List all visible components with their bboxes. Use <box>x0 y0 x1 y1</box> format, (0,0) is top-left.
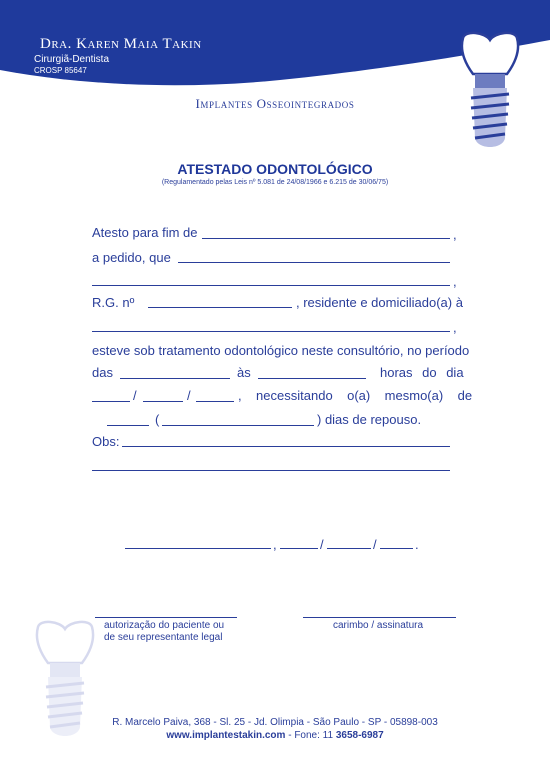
end-time-field[interactable] <box>258 378 366 379</box>
specialty-heading: Implantes Osseointegrados <box>195 96 355 111</box>
stamp-signature-line[interactable] <box>303 617 456 618</box>
horas-do-dia-label: horas do dia <box>380 365 464 380</box>
document-subtitle: (Regulamentado pelas Leis nº 5.081 de 24/08/1966 e 6.215 de 30/06/75) <box>161 179 389 186</box>
as-label: às <box>237 365 251 380</box>
stamp-signature-label: carimbo / assinatura <box>333 620 424 631</box>
comma-text: , <box>273 537 277 552</box>
doctor-crosp: CROSP 85647 <box>34 66 87 75</box>
period-text: . <box>415 537 419 552</box>
comma-text: , <box>453 320 457 335</box>
day-field[interactable] <box>92 401 130 402</box>
doctor-role: Cirurgiã-Dentista <box>34 54 110 65</box>
footer-website-link[interactable]: www.implantestakin.com <box>166 730 286 741</box>
doctor-name: Dra. Karen Maia Takin <box>40 36 202 52</box>
purpose-field[interactable] <box>202 238 450 239</box>
rest-days-number-field[interactable] <box>107 425 149 426</box>
pedido-label: a pedido, que <box>92 250 171 265</box>
month-field[interactable] <box>143 401 183 402</box>
footer-address: R. Marcelo Paiva, 368 - Sl. 25 - Jd. Olimpia - São Paulo - SP - 05898-003 <box>112 717 438 728</box>
patient-authorization-label: autorização do paciente ou <box>104 620 225 631</box>
obs-label: Obs: <box>92 434 120 449</box>
date-year-field[interactable] <box>380 548 413 549</box>
observations-field[interactable] <box>122 446 450 447</box>
city-field[interactable] <box>125 548 271 549</box>
address-field[interactable] <box>92 331 450 332</box>
patient-name-field[interactable] <box>178 262 450 263</box>
observations-continuation-field[interactable] <box>92 470 450 471</box>
comma-text: , <box>453 227 457 242</box>
patient-name-continuation-field[interactable] <box>92 285 450 286</box>
date-day-field[interactable] <box>280 548 318 549</box>
slash-text: / <box>133 388 137 403</box>
slash-text: / <box>320 537 324 552</box>
open-paren-text: ( <box>155 412 160 427</box>
rg-field[interactable] <box>148 307 292 308</box>
implant-logo-icon <box>455 28 525 158</box>
footer-contact <box>0 730 550 741</box>
rest-days-written-field[interactable] <box>162 425 314 426</box>
footer-phone-number: 3658-6987 <box>335 730 384 741</box>
comma-text: , <box>453 274 457 289</box>
das-label: das <box>92 365 113 380</box>
patient-representative-label: de seu representante legal <box>104 632 223 643</box>
patient-signature-line[interactable] <box>95 617 237 618</box>
slash-text: / <box>187 388 191 403</box>
year-field[interactable] <box>196 401 234 402</box>
rg-label: R.G. nº <box>92 295 135 310</box>
date-month-field[interactable] <box>327 548 371 549</box>
necessitando-text: , necessitando o(a) mesmo(a) de <box>238 388 473 403</box>
start-time-field[interactable] <box>120 378 230 379</box>
footer-phone-label: - Fone: 11 <box>288 730 334 741</box>
document-title: ATESTADO ODONTOLÓGICO <box>177 161 373 177</box>
residente-label: , residente e domiciliado(a) à <box>296 295 463 310</box>
slash-text: / <box>373 537 377 552</box>
dias-de-repouso-label: ) dias de repouso. <box>317 412 422 427</box>
atesto-label: Atesto para fim de <box>92 225 198 240</box>
esteve-text: esteve sob tratamento odontológico neste consultório, no período <box>92 343 470 358</box>
